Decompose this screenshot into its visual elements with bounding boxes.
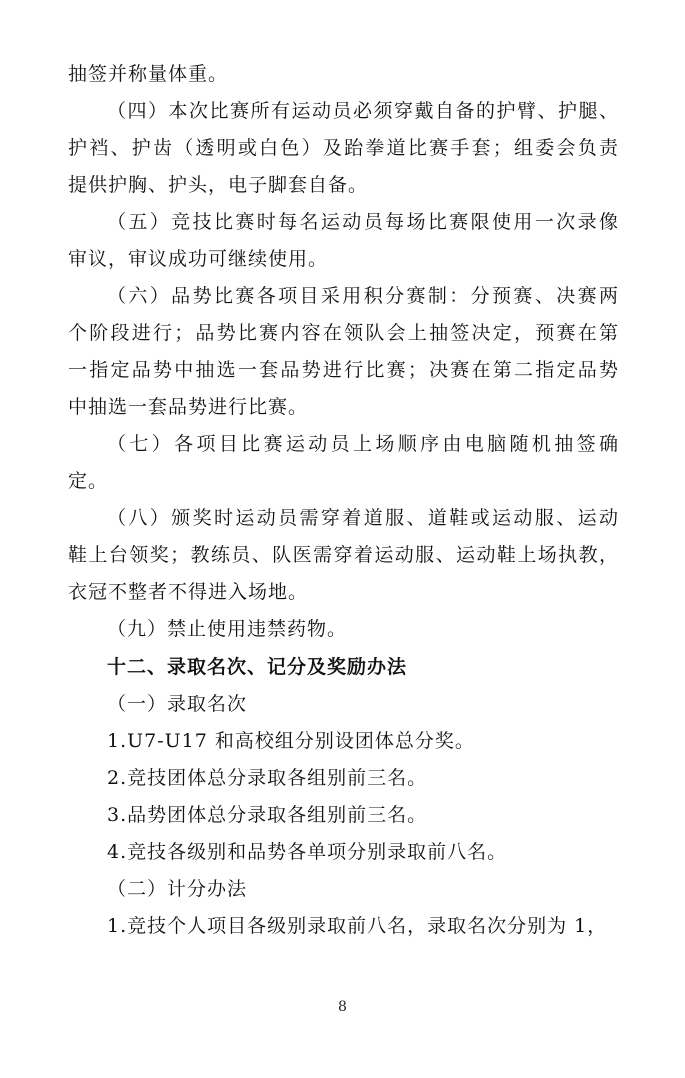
clause-eight-line-1: （八）颁奖时运动员需穿着道服、道鞋或运动服、运动 xyxy=(107,507,618,529)
clause-seven-line-2: 定。 xyxy=(68,470,109,492)
clause-five-line-2: 审议，审议成功可继续使用。 xyxy=(68,248,329,270)
clause-six-line-1: （六）品势比赛各项目采用积分赛制：分预赛、决赛两 xyxy=(107,285,618,307)
scoring-item-1: 1.竞技个人项目各级别录取前八名，录取名次分别为 1， xyxy=(107,915,608,937)
subsection-scoring-heading: （二）计分办法 xyxy=(107,878,248,900)
clause-six-line-4: 中抽选一套品势进行比赛。 xyxy=(68,396,309,418)
body-text-line: 抽签并称量体重。 xyxy=(68,63,229,85)
clause-nine-line: （九）禁止使用违禁药物。 xyxy=(107,618,348,640)
clause-seven-line-1: （七）各项目比赛运动员上场顺序由电脑随机抽签确 xyxy=(107,433,618,455)
clause-five-line-1: （五）竞技比赛时每名运动员每场比赛限使用一次录像 xyxy=(107,211,618,233)
ranking-item-1: 1.U7-U17 和高校组分别设团体总分奖。 xyxy=(107,730,475,752)
page-number: 8 xyxy=(338,999,347,1015)
clause-four-line-2: 护裆、护齿（透明或白色）及跆拳道比赛手套；组委会负责 xyxy=(68,137,618,159)
ranking-item-3: 3.品势团体总分录取各组别前三名。 xyxy=(107,804,428,826)
ranking-item-2: 2.竞技团体总分录取各组别前三名。 xyxy=(107,767,428,789)
clause-four-line-3: 提供护胸、护头，电子脚套自备。 xyxy=(68,174,369,196)
section-heading: 十二、录取名次、记分及奖励办法 xyxy=(107,656,408,678)
clause-four-line-1: （四）本次比赛所有运动员必须穿戴自备的护臂、护腿、 xyxy=(107,100,618,122)
subsection-ranking-heading: （一）录取名次 xyxy=(107,693,248,715)
clause-eight-line-2: 鞋上台领奖；教练员、队医需穿着运动服、运动鞋上场执教， xyxy=(68,544,618,566)
clause-eight-line-3: 衣冠不整者不得进入场地。 xyxy=(68,581,309,603)
clause-six-line-2: 个阶段进行；品势比赛内容在领队会上抽签决定，预赛在第 xyxy=(68,322,618,344)
ranking-item-4: 4.竞技各级别和品势各单项分别录取前八名。 xyxy=(107,841,508,863)
clause-six-line-3: 一指定品势中抽选一套品势进行比赛；决赛在第二指定品势 xyxy=(68,359,618,381)
